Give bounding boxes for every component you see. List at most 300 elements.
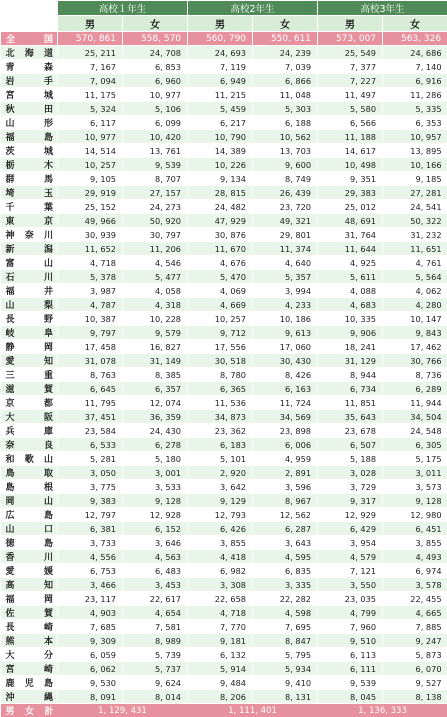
student-count-cell: 5, 873 (383, 648, 447, 662)
student-count-cell: 11, 175 (58, 88, 123, 102)
student-count-cell: 11, 644 (318, 242, 383, 256)
student-count-cell: 5, 378 (58, 270, 123, 284)
student-count-cell: 7, 685 (58, 620, 123, 634)
national-value: 563, 326 (383, 32, 447, 46)
student-count-cell: 10, 226 (188, 158, 253, 172)
student-count-cell: 10, 228 (123, 312, 188, 326)
student-count-cell: 36, 359 (123, 410, 188, 424)
grade-1-sum: 1, 129, 431 (58, 704, 188, 717)
prefecture-name: 福島 (1, 130, 58, 144)
student-count-cell: 3, 775 (58, 480, 123, 494)
prefecture-name: 長野 (1, 312, 58, 326)
student-count-cell: 7, 167 (58, 60, 123, 74)
student-count-cell: 4, 546 (123, 256, 188, 270)
student-count-cell: 5, 335 (383, 102, 447, 116)
table-row (1, 536, 447, 550)
prefecture-name: 兵庫 (1, 424, 58, 438)
student-count-cell: 12, 929 (318, 508, 383, 522)
student-count-cell: 22, 455 (383, 592, 447, 606)
table-row (1, 606, 447, 620)
student-count-cell: 11, 206 (123, 242, 188, 256)
student-count-cell: 8, 944 (318, 368, 383, 382)
student-count-cell: 17, 462 (383, 340, 447, 354)
table-row (1, 46, 447, 60)
student-count-cell: 3, 335 (253, 578, 318, 592)
student-count-cell: 23, 584 (58, 424, 123, 438)
student-count-cell: 5, 101 (188, 452, 253, 466)
table-row (1, 242, 447, 256)
student-count-cell: 2, 920 (188, 466, 253, 480)
student-count-cell: 7, 885 (383, 620, 447, 634)
table-row (1, 620, 447, 634)
student-count-cell: 13, 703 (253, 144, 318, 158)
student-count-cell: 9, 181 (188, 634, 253, 648)
student-count-cell: 17, 458 (58, 340, 123, 354)
student-count-cell: 6, 451 (383, 522, 447, 536)
national-value: 550, 611 (253, 32, 318, 46)
student-count-cell: 6, 305 (383, 438, 447, 452)
student-count-cell: 6, 278 (123, 438, 188, 452)
student-count-cell: 9, 906 (318, 326, 383, 340)
student-count-cell: 24, 482 (188, 200, 253, 214)
student-count-cell: 7, 377 (318, 60, 383, 74)
student-count-cell: 8, 763 (58, 368, 123, 382)
prefecture-name: 山梨 (1, 298, 58, 312)
student-count-cell: 8, 385 (123, 368, 188, 382)
student-count-cell: 9, 129 (188, 494, 253, 508)
student-count-cell: 9, 317 (318, 494, 383, 508)
student-count-cell: 6, 113 (318, 648, 383, 662)
student-count-cell: 5, 934 (253, 662, 318, 676)
table-row (1, 256, 447, 270)
student-count-cell: 34, 873 (188, 410, 253, 424)
student-count-cell: 6, 429 (318, 522, 383, 536)
student-count-cell: 8, 736 (383, 368, 447, 382)
sex-header-row (1, 16, 447, 32)
student-count-cell: 3, 729 (318, 480, 383, 494)
grade-2-header: 高校2年生 (188, 1, 318, 16)
student-count-cell: 6, 835 (253, 564, 318, 578)
student-count-cell: 5, 106 (123, 102, 188, 116)
grade-1-header: 高校１年生 (58, 1, 188, 16)
prefecture-name: 和歌山 (1, 452, 58, 466)
prefecture-name: 福岡 (1, 592, 58, 606)
student-count-cell: 30, 430 (253, 354, 318, 368)
prefecture-name: 群馬 (1, 172, 58, 186)
student-count-cell: 10, 790 (188, 130, 253, 144)
prefecture-name: 愛知 (1, 354, 58, 368)
student-count-cell: 9, 105 (58, 172, 123, 186)
student-count-cell: 11, 724 (253, 396, 318, 410)
student-count-cell: 3, 646 (123, 536, 188, 550)
student-count-cell: 29, 801 (253, 228, 318, 242)
student-count-cell: 9, 527 (383, 676, 447, 690)
grade-3-sum: 1, 136, 333 (318, 704, 447, 717)
student-count-cell: 3, 466 (58, 578, 123, 592)
table-row (1, 214, 447, 228)
student-count-cell: 4, 669 (188, 298, 253, 312)
student-count-cell: 3, 001 (123, 466, 188, 480)
prefecture-name: 新潟 (1, 242, 58, 256)
prefecture-name: 高知 (1, 578, 58, 592)
student-count-cell: 4, 418 (188, 550, 253, 564)
prefecture-name: 山形 (1, 116, 58, 130)
student-count-cell: 50, 920 (123, 214, 188, 228)
student-count-cell: 3, 642 (188, 480, 253, 494)
table-row (1, 382, 447, 396)
student-count-cell: 22, 282 (253, 592, 318, 606)
student-count-cell: 4, 761 (383, 256, 447, 270)
student-count-cell: 16, 827 (123, 340, 188, 354)
prefecture-name: 愛媛 (1, 564, 58, 578)
student-count-cell: 5, 914 (188, 662, 253, 676)
prefecture-name: 埼玉 (1, 186, 58, 200)
table-row (1, 88, 447, 102)
student-count-cell: 7, 121 (318, 564, 383, 578)
student-count-cell: 7, 960 (318, 620, 383, 634)
student-count-cell: 37, 451 (58, 410, 123, 424)
student-count-cell: 7, 227 (318, 74, 383, 88)
student-count-cell: 10, 977 (123, 88, 188, 102)
student-count-cell: 8, 138 (383, 690, 447, 704)
student-count-cell: 6, 507 (318, 438, 383, 452)
student-count-cell: 11, 536 (188, 396, 253, 410)
student-count-cell: 9, 128 (383, 494, 447, 508)
table-row (1, 508, 447, 522)
student-count-cell: 5, 459 (188, 102, 253, 116)
student-count-cell: 35, 643 (318, 410, 383, 424)
student-count-cell: 23, 720 (253, 200, 318, 214)
student-count-cell: 6, 960 (123, 74, 188, 88)
student-count-cell: 11, 374 (253, 242, 318, 256)
student-count-cell: 4, 676 (188, 256, 253, 270)
student-count-cell: 6, 062 (58, 662, 123, 676)
student-count-cell: 31, 149 (123, 354, 188, 368)
table-row (1, 578, 447, 592)
student-count-cell: 5, 564 (383, 270, 447, 284)
student-count-cell: 4, 280 (383, 298, 447, 312)
national-value: 573, 007 (318, 32, 383, 46)
student-count-cell: 5, 281 (58, 452, 123, 466)
student-count-cell: 11, 188 (318, 130, 383, 144)
student-count-cell: 24, 708 (123, 46, 188, 60)
prefecture-name: 佐賀 (1, 606, 58, 620)
student-count-cell: 23, 362 (188, 424, 253, 438)
student-count-cell: 4, 787 (58, 298, 123, 312)
student-count-cell: 30, 939 (58, 228, 123, 242)
prefecture-name: 石川 (1, 270, 58, 284)
student-count-cell: 4, 318 (123, 298, 188, 312)
table-row (1, 312, 447, 326)
student-count-cell: 4, 579 (318, 550, 383, 564)
student-count-cell: 5, 739 (123, 648, 188, 662)
student-count-cell: 6, 982 (188, 564, 253, 578)
table-row (1, 410, 447, 424)
prefecture-name: 東京 (1, 214, 58, 228)
national-value: 570, 861 (58, 32, 123, 46)
student-count-cell: 8, 989 (123, 634, 188, 648)
prefecture-name: 徳島 (1, 536, 58, 550)
prefecture-name: 広島 (1, 508, 58, 522)
student-count-cell: 6, 566 (318, 116, 383, 130)
student-count-cell: 8, 780 (188, 368, 253, 382)
student-count-cell: 5, 580 (318, 102, 383, 116)
table-row (1, 480, 447, 494)
student-count-cell: 25, 549 (318, 46, 383, 60)
student-count-cell: 11, 670 (188, 242, 253, 256)
student-count-cell: 11, 286 (383, 88, 447, 102)
student-count-cell: 9, 185 (383, 172, 447, 186)
student-count-cell: 6, 183 (188, 438, 253, 452)
student-count-cell: 30, 876 (188, 228, 253, 242)
male-header: 男 (188, 16, 253, 32)
prefecture-name: 三重 (1, 368, 58, 382)
student-count-cell: 11, 851 (318, 396, 383, 410)
student-count-cell: 24, 693 (188, 46, 253, 60)
student-count-cell: 25, 012 (318, 200, 383, 214)
student-count-cell: 26, 439 (253, 186, 318, 200)
grade-3-header: 高校3年生 (318, 1, 447, 16)
student-count-cell: 6, 117 (58, 116, 123, 130)
student-count-cell: 8, 426 (253, 368, 318, 382)
student-count-cell: 11, 215 (188, 88, 253, 102)
student-count-cell: 31, 764 (318, 228, 383, 242)
prefecture-name: 熊本 (1, 634, 58, 648)
table-row (1, 130, 447, 144)
student-count-cell: 23, 035 (318, 592, 383, 606)
student-count-cell: 2, 891 (253, 466, 318, 480)
prefecture-name: 山口 (1, 522, 58, 536)
student-count-cell: 24, 686 (383, 46, 447, 60)
female-header: 女 (383, 16, 447, 32)
header-corner (1, 16, 58, 32)
female-header: 女 (123, 16, 188, 32)
student-count-cell: 6, 163 (253, 382, 318, 396)
student-count-cell: 9, 613 (253, 326, 318, 340)
student-count-cell: 22, 617 (123, 592, 188, 606)
student-count-cell: 9, 128 (123, 494, 188, 508)
student-count-cell: 30, 797 (123, 228, 188, 242)
table-row (1, 550, 447, 564)
student-count-cell: 3, 643 (253, 536, 318, 550)
student-count-cell: 11, 497 (318, 88, 383, 102)
table-row (1, 60, 447, 74)
student-count-cell: 4, 718 (188, 606, 253, 620)
student-count-cell: 25, 211 (58, 46, 123, 60)
student-count-cell: 11, 652 (58, 242, 123, 256)
prefecture-name: 岡山 (1, 494, 58, 508)
student-count-cell: 4, 683 (318, 298, 383, 312)
student-count-cell: 10, 257 (58, 158, 123, 172)
table-row (1, 522, 447, 536)
national-total-row (1, 32, 447, 46)
student-count-cell: 3, 596 (253, 480, 318, 494)
prefecture-name: 茨城 (1, 144, 58, 158)
student-count-cell: 50, 322 (383, 214, 447, 228)
student-count-cell: 4, 925 (318, 256, 383, 270)
table-row (1, 186, 447, 200)
student-count-cell: 30, 766 (383, 354, 447, 368)
student-count-cell: 34, 504 (383, 410, 447, 424)
student-count-cell: 9, 410 (253, 676, 318, 690)
student-count-cell: 10, 147 (383, 312, 447, 326)
prefecture-name: 北海道 (1, 46, 58, 60)
student-count-cell: 4, 959 (253, 452, 318, 466)
table-row (1, 144, 447, 158)
student-count-cell: 6, 287 (253, 522, 318, 536)
student-count-cell: 10, 387 (58, 312, 123, 326)
prefecture-name: 滋賀 (1, 382, 58, 396)
student-count-cell: 4, 640 (253, 256, 318, 270)
student-count-cell: 6, 111 (318, 662, 383, 676)
student-count-cell: 6, 381 (58, 522, 123, 536)
student-count-cell: 5, 737 (123, 662, 188, 676)
student-count-cell: 6, 365 (188, 382, 253, 396)
student-count-cell: 10, 420 (123, 130, 188, 144)
prefecture-name: 島根 (1, 480, 58, 494)
prefecture-name: 岐阜 (1, 326, 58, 340)
table-row (1, 200, 447, 214)
prefecture-name: 沖縄 (1, 690, 58, 704)
student-count-cell: 6, 353 (383, 116, 447, 130)
student-count-cell: 6, 753 (58, 564, 123, 578)
student-count-cell: 6, 866 (253, 74, 318, 88)
student-count-cell: 10, 562 (253, 130, 318, 144)
student-count-cell: 9, 843 (383, 326, 447, 340)
student-count-cell: 6, 152 (123, 522, 188, 536)
student-count-cell: 8, 749 (253, 172, 318, 186)
student-count-cell: 11, 651 (383, 242, 447, 256)
student-count-cell: 5, 303 (253, 102, 318, 116)
student-count-cell: 3, 954 (318, 536, 383, 550)
student-count-cell: 49, 966 (58, 214, 123, 228)
table-row (1, 438, 447, 452)
student-count-cell: 6, 916 (383, 74, 447, 88)
table-row (1, 662, 447, 676)
table-row (1, 284, 447, 298)
student-count-cell: 4, 493 (383, 550, 447, 564)
student-count-cell: 6, 006 (253, 438, 318, 452)
student-count-cell: 7, 695 (253, 620, 318, 634)
student-count-cell: 8, 131 (253, 690, 318, 704)
student-count-cell: 24, 273 (123, 200, 188, 214)
student-count-cell: 25, 152 (58, 200, 123, 214)
student-count-cell: 3, 578 (383, 578, 447, 592)
student-count-cell: 7, 094 (58, 74, 123, 88)
student-count-cell: 6, 059 (58, 648, 123, 662)
student-count-cell: 7, 140 (383, 60, 447, 74)
student-count-cell: 9, 797 (58, 326, 123, 340)
student-count-cell: 11, 944 (383, 396, 447, 410)
student-count-cell: 3, 855 (188, 536, 253, 550)
table-row (1, 158, 447, 172)
student-count-cell: 31, 129 (318, 354, 383, 368)
student-count-cell: 9, 309 (58, 634, 123, 648)
header-corner (1, 1, 58, 16)
prefecture-name: 長崎 (1, 620, 58, 634)
student-count-cell: 8, 967 (253, 494, 318, 508)
student-count-cell: 24, 430 (123, 424, 188, 438)
table-row (1, 424, 447, 438)
student-count-cell: 29, 919 (58, 186, 123, 200)
student-count-cell: 4, 062 (383, 284, 447, 298)
table-row (1, 116, 447, 130)
table-row (1, 648, 447, 662)
student-count-cell: 13, 761 (123, 144, 188, 158)
prefecture-name: 岩手 (1, 74, 58, 88)
national-label: 全 国 (1, 32, 58, 46)
table-row (1, 270, 447, 284)
prefecture-name: 栃木 (1, 158, 58, 172)
prefecture-name: 千葉 (1, 200, 58, 214)
prefecture-name: 鹿児島 (1, 676, 58, 690)
student-count-cell: 5, 795 (253, 648, 318, 662)
student-count-cell: 7, 770 (188, 620, 253, 634)
student-count-cell: 8, 045 (318, 690, 383, 704)
student-count-cell: 3, 855 (383, 536, 447, 550)
student-count-cell: 9, 539 (318, 676, 383, 690)
prefecture-name: 鳥取 (1, 466, 58, 480)
student-count-cell: 9, 712 (188, 326, 253, 340)
student-count-cell: 6, 217 (188, 116, 253, 130)
table-row (1, 494, 447, 508)
student-count-cell: 6, 949 (188, 74, 253, 88)
student-count-cell: 31, 232 (383, 228, 447, 242)
student-count-cell: 9, 383 (58, 494, 123, 508)
student-count-cell: 22, 658 (188, 592, 253, 606)
table-row (1, 452, 447, 466)
student-count-cell: 29, 383 (318, 186, 383, 200)
student-count-cell: 48, 691 (318, 214, 383, 228)
table-row (1, 368, 447, 382)
student-count-cell: 8, 847 (253, 634, 318, 648)
prefecture-name: 香川 (1, 550, 58, 564)
national-value: 560, 790 (188, 32, 253, 46)
student-count-cell: 6, 974 (383, 564, 447, 578)
student-count-cell: 6, 426 (188, 522, 253, 536)
student-count-cell: 4, 088 (318, 284, 383, 298)
student-count-cell: 3, 573 (383, 480, 447, 494)
student-count-cell: 4, 654 (123, 606, 188, 620)
student-count-cell: 11, 795 (58, 396, 123, 410)
student-count-cell: 12, 980 (383, 508, 447, 522)
student-count-cell: 7, 119 (188, 60, 253, 74)
grade-header-row (1, 1, 447, 16)
student-count-cell: 6, 289 (383, 382, 447, 396)
student-count-cell: 6, 734 (318, 382, 383, 396)
student-count-cell: 17, 556 (188, 340, 253, 354)
student-count-cell: 5, 470 (188, 270, 253, 284)
student-count-cell: 7, 039 (253, 60, 318, 74)
student-count-cell: 10, 166 (383, 158, 447, 172)
student-count-cell: 3, 050 (58, 466, 123, 480)
student-count-cell: 9, 351 (318, 172, 383, 186)
student-count-cell: 8, 014 (123, 690, 188, 704)
student-count-cell: 9, 247 (383, 634, 447, 648)
student-count-cell: 4, 903 (58, 606, 123, 620)
student-count-cell: 3, 011 (383, 466, 447, 480)
table-row (1, 228, 447, 242)
table-row (1, 396, 447, 410)
student-count-cell: 3, 550 (318, 578, 383, 592)
student-count-cell: 4, 665 (383, 606, 447, 620)
sex-total-row (1, 704, 447, 717)
student-count-cell: 13, 895 (383, 144, 447, 158)
student-count-cell: 27, 157 (123, 186, 188, 200)
student-count-cell: 24, 541 (383, 200, 447, 214)
student-count-cell: 8, 206 (188, 690, 253, 704)
student-count-cell: 17, 060 (253, 340, 318, 354)
